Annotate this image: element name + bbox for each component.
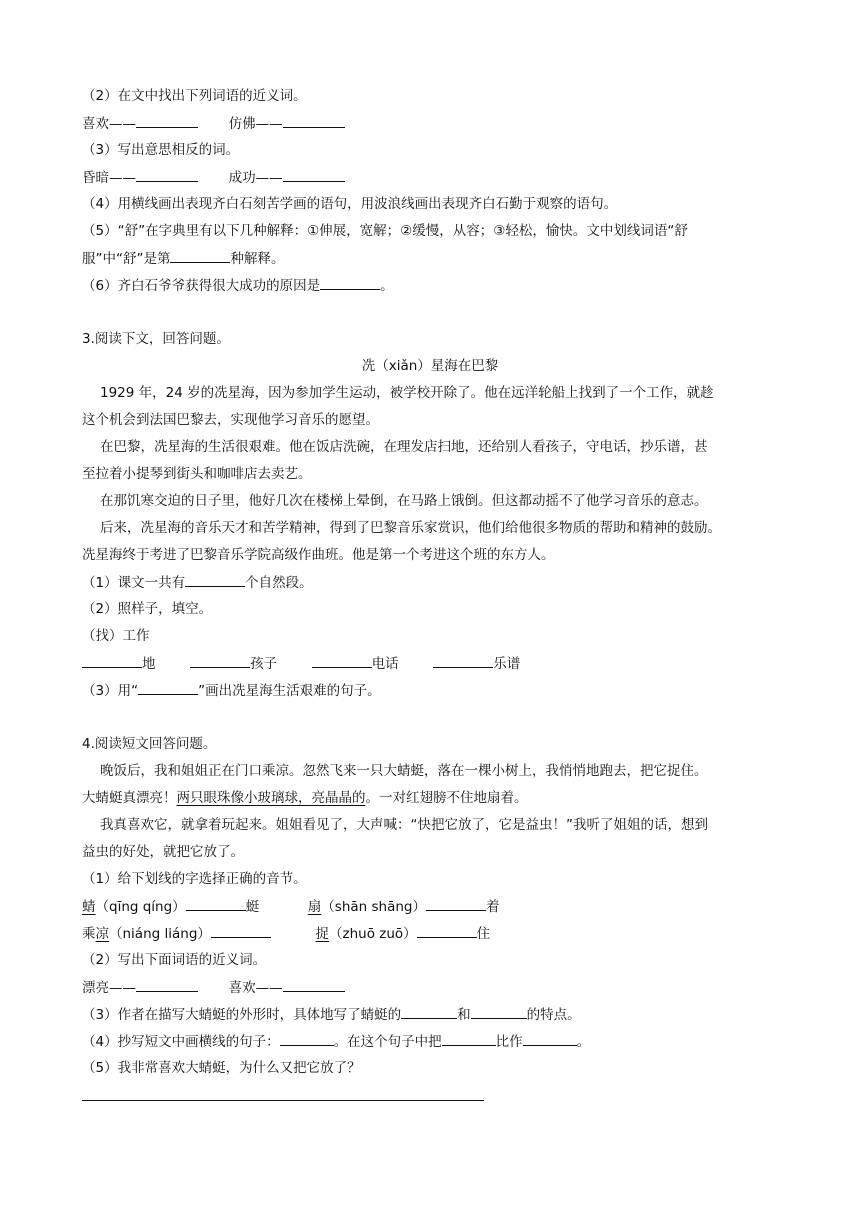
underlined-char: 捉 — [315, 926, 329, 942]
question-2-6 — [82, 275, 394, 296]
answer-blank[interactable] — [136, 113, 198, 128]
question-text: ”画出冼星海生活艰难的句子。 — [198, 683, 381, 699]
question-2-4: （4）用横线画出表现齐白石刻苦学画的语句，用波浪线画出表现齐白石勤于观察的语句。 — [82, 196, 618, 212]
paragraph-3: 在那饥寒交迫的日子里，他好几次在楼梯上晕倒，在马路上饿倒。但这都动摇不了他学习音乐的意志。 — [100, 493, 708, 509]
question-2-2: （2）在文中找出下列词语的近义词。 — [82, 88, 307, 104]
question-4-5: （5）我非常喜欢大蜻蜓，为什么又把它放了？ — [82, 1060, 361, 1076]
pinyin-options: （shān shāng） — [321, 899, 426, 915]
char: 乘 — [82, 926, 96, 942]
word-xihuan: 喜欢—— — [228, 980, 283, 996]
paragraph-1-cont: 这个机会到法国巴黎去，实现他学习音乐的愿望。 — [82, 412, 379, 428]
fill-item: 乐谱 — [493, 656, 521, 672]
question-text: 。 — [576, 1034, 591, 1050]
fill-item: 孩子 — [250, 656, 278, 672]
pinyin-options: （qīng qíng） — [95, 899, 186, 915]
answer-line[interactable] — [82, 1100, 484, 1101]
answer-blank[interactable] — [283, 977, 345, 992]
question-text: 和 — [457, 1007, 471, 1023]
paragraph-2: 在巴黎，冼星海的生活很艰难。他在饭店洗碗，在理发店扫地，还给别人看孩子，守电话，抄乐谱，甚 — [100, 439, 708, 455]
word-hunan: 昏暗—— — [82, 170, 136, 186]
question-2-5-line2 — [82, 248, 284, 269]
question-text: 种解释。 — [230, 251, 285, 267]
question-4-3 — [82, 1004, 581, 1025]
word-chenggong: 成功—— — [228, 170, 283, 186]
question-text: 服”中“舒”是第 — [82, 251, 171, 267]
answer-blank[interactable] — [523, 1031, 577, 1046]
answer-blank[interactable] — [82, 653, 142, 668]
question-text: （3）作者在描写大蜻蜓的外形时，具体地写了蜻蜓的 — [82, 1007, 402, 1023]
answer-blank[interactable] — [283, 113, 345, 128]
section-4-header: 4.阅读短文回答问题。 — [82, 736, 217, 752]
question-2-3: （3）写出意思相反的词。 — [82, 142, 240, 158]
paragraph-4-cont: 冼星海终于考进了巴黎音乐学院高级作曲班。他是第一个考进这个班的东方人。 — [82, 547, 555, 563]
answer-blank[interactable] — [186, 896, 246, 911]
paragraph-1-cont — [82, 788, 528, 808]
pinyin-options: （zhuō zuō） — [329, 926, 417, 942]
text: 。一对红翅膀不住地扇着。 — [365, 790, 528, 806]
answer-blank[interactable] — [283, 167, 345, 182]
synonym-row — [82, 113, 345, 134]
underlined-char: 扇 — [307, 899, 322, 915]
answer-blank[interactable] — [280, 1031, 334, 1046]
question-text: （3）用“ — [82, 683, 139, 699]
fill-item: 地 — [142, 656, 156, 672]
underlined-char: 蜻 — [82, 899, 96, 915]
paragraph-2-cont: 至拉着小提琴到街头和咖啡店去卖艺。 — [82, 466, 312, 482]
answer-blank[interactable] — [312, 653, 372, 668]
char: 蜓 — [245, 899, 260, 915]
paragraph-2: 我真喜欢它，就拿着玩起来。姐姐看见了，大声喊：“快把它放了，它是益虫！”我听了姐姐的话，想到 — [100, 817, 708, 833]
text: 大蜻蜓真漂亮！ — [82, 790, 177, 806]
question-text: （1）课文一共有 — [82, 575, 186, 591]
question-text: 。 — [380, 278, 394, 294]
paragraph-1: 1929 年，24 岁的冼星海，因为参加学生运动，被学校开除了。他在远洋轮船上找到了一个工作，就趁 — [100, 385, 714, 401]
question-3-1 — [82, 572, 313, 593]
answer-blank[interactable] — [320, 275, 380, 290]
question-text: 。在这个句子中把 — [333, 1034, 442, 1050]
answer-blank[interactable] — [190, 653, 250, 668]
example: （找）工作 — [82, 628, 150, 644]
fill-row — [82, 653, 520, 674]
section-3-header: 3.阅读下文，回答问题。 — [82, 331, 230, 347]
question-4-2: （2）写出下面词语的近义词。 — [82, 952, 267, 968]
answer-blank[interactable] — [185, 572, 245, 587]
fill-item: 电话 — [371, 656, 399, 672]
paragraph-2-cont: 益虫的好处，就把它放了。 — [82, 844, 244, 860]
question-text: 比作 — [495, 1034, 523, 1050]
char: 住 — [476, 926, 491, 942]
answer-blank[interactable] — [442, 1031, 496, 1046]
char: 着 — [485, 899, 500, 915]
answer-blank[interactable] — [136, 167, 198, 182]
word-piaoliang: 漂亮—— — [82, 980, 136, 996]
question-3-2: （2）照样子，填空。 — [82, 601, 213, 617]
answer-blank[interactable] — [401, 1004, 457, 1019]
question-4-1: （1）给下划线的字选择正确的音节。 — [82, 871, 307, 887]
pinyin-row-1 — [82, 896, 499, 917]
passage-title: 冼（xiǎn）星海在巴黎 — [361, 358, 499, 374]
question-text: （6）齐白石爷爷获得很大成功的原因是 — [82, 278, 321, 294]
word-fangfu: 仿佛—— — [228, 116, 283, 132]
answer-blank[interactable] — [471, 1004, 527, 1019]
question-3-3 — [82, 680, 381, 701]
answer-blank[interactable] — [426, 896, 486, 911]
answer-blank[interactable] — [136, 977, 198, 992]
paragraph-1: 晚饭后，我和姐姐正在门口乘凉。忽然飞来一只大蜻蜓，落在一棵小树上，我悄悄地跑去，把它捉住。 — [100, 763, 708, 779]
antonym-row — [82, 167, 345, 188]
question-text: 个自然段。 — [245, 575, 313, 591]
answer-blank[interactable] — [170, 248, 230, 263]
paragraph-4: 后来，冼星海的音乐天才和苦学精神，得到了巴黎音乐家赏识，他们给他很多物质的帮助和精神的鼓励。 — [100, 520, 721, 536]
answer-blank[interactable] — [417, 923, 477, 938]
question-4-4 — [82, 1031, 590, 1052]
question-text: （4）抄写短文中画横线的句子： — [82, 1034, 280, 1050]
word-xihuan: 喜欢—— — [82, 116, 136, 132]
pinyin-options: （niáng liáng） — [109, 926, 211, 942]
answer-blank[interactable] — [138, 680, 198, 695]
synonym-row — [82, 977, 345, 998]
question-text: 的特点。 — [526, 1007, 581, 1023]
underlined-sentence: 两只眼珠像小玻璃球，亮晶晶的 — [176, 790, 366, 806]
underlined-char: 凉 — [95, 926, 109, 942]
question-2-5-line1: （5）“舒”在字典里有以下几种解释：①伸展，宽解；②缓慢，从容；③轻松，愉快。文中划线词语“舒 — [82, 223, 688, 239]
answer-blank[interactable] — [211, 923, 271, 938]
answer-blank[interactable] — [433, 653, 493, 668]
pinyin-row-2 — [82, 923, 490, 944]
